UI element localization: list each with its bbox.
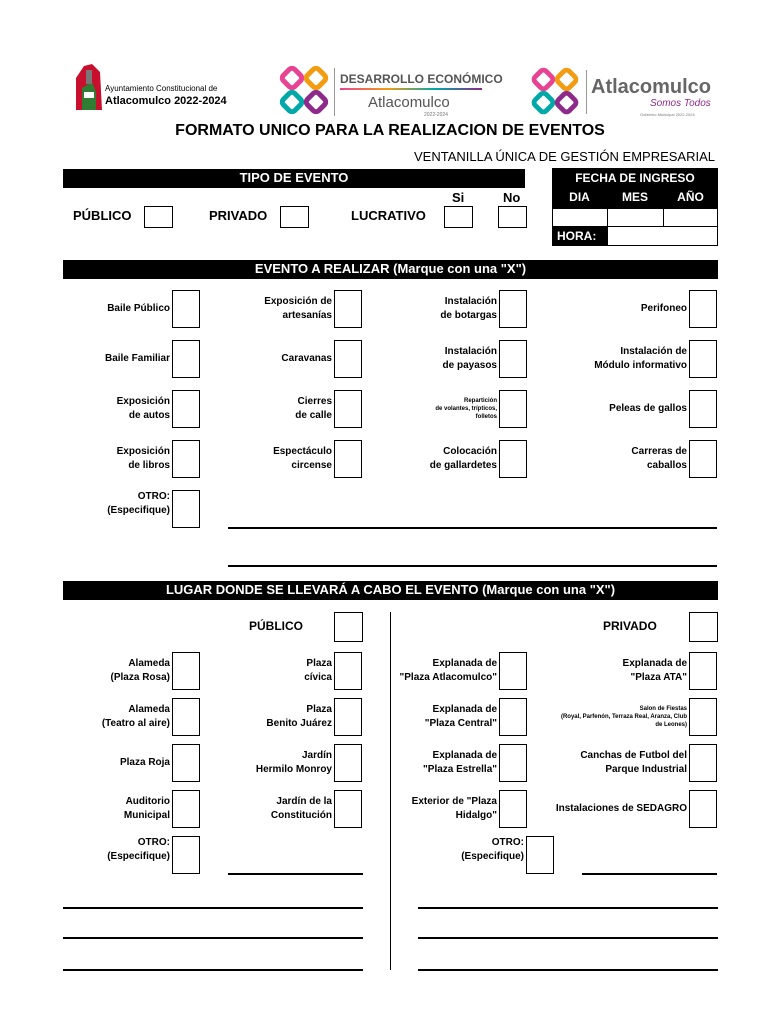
evento-item-label-2: Exposición de artesanías	[264, 296, 332, 321]
privado-checkbox[interactable]	[280, 206, 309, 228]
lugar-otro-privado-label: OTRO: (Especifique)	[461, 837, 524, 862]
logo3-line2: Somos Todos	[650, 98, 711, 109]
lugar-privado-item-checkbox-4[interactable]	[689, 698, 717, 736]
lugar-publico-item-label-5: Plaza Roja	[119, 757, 170, 768]
lugar-publico-item-label-8: Jardín de la Constitución	[270, 796, 332, 821]
lugar-extra-line-left-2[interactable]	[63, 937, 363, 939]
dia-label: DIA	[569, 190, 590, 204]
evento-item-checkbox-5[interactable]	[172, 340, 200, 378]
lugar-publico-item-checkbox-6[interactable]	[334, 744, 362, 782]
logo2-line3: 2022-2024	[424, 112, 448, 118]
lugar-privado-item-label-7: Exterior de "Plaza Hidalgo"	[411, 796, 497, 821]
lugar-publico-item-checkbox-7[interactable]	[172, 790, 200, 828]
lugar-privado-item-checkbox-6[interactable]	[689, 744, 717, 782]
mes-field[interactable]	[607, 208, 664, 227]
lucrativo-no-checkbox[interactable]	[498, 206, 527, 228]
logo1-line1: Ayuntamiento Constitucional de	[105, 84, 218, 93]
lugar-publico-item-checkbox-4[interactable]	[334, 698, 362, 736]
lugar-privado-item-label-6: Canchas de Futbol del Parque Industrial	[580, 750, 687, 775]
anio-label: AÑO	[677, 190, 704, 204]
logo3-line1: Atlacomulco	[591, 76, 712, 98]
evento-item-label-11: Repartición de volantes, trípticos, folletos	[435, 398, 497, 420]
shield-icon	[72, 62, 106, 112]
page-title: FORMATO UNICO PARA LA REALIZACION DE EVENTOS	[175, 122, 605, 139]
anio-field[interactable]	[663, 208, 718, 227]
evento-item-label-6: Caravanas	[281, 353, 332, 364]
evento-item-checkbox-1[interactable]	[172, 290, 200, 328]
lugar-privado-item-label-5: Explanada de "Plaza Estrella"	[423, 750, 497, 775]
evento-item-label-16: Carreras de caballos	[631, 446, 687, 471]
evento-item-label-12: Peleas de gallos	[609, 403, 687, 414]
evento-heading: EVENTO A REALIZAR (Marque con una "X")	[63, 260, 718, 279]
atlacomulco-logo	[528, 64, 718, 120]
evento-item-label-1: Baile Público	[107, 303, 170, 314]
lugar-publico-checkbox[interactable]	[334, 612, 363, 642]
lugar-extra-line-right-1[interactable]	[418, 907, 718, 909]
evento-item-label-13: Exposición de libros	[116, 446, 170, 471]
knot-emblem-icon	[276, 62, 332, 118]
evento-otro-label: OTRO: (Especifique)	[107, 491, 170, 516]
dia-field[interactable]	[552, 208, 608, 227]
evento-item-label-3: Instalación de botargas	[440, 296, 497, 321]
evento-item-checkbox-3[interactable]	[499, 290, 527, 328]
lugar-heading: LUGAR DONDE SE LLEVARÁ A CABO EL EVENTO (Marque con una "X")	[63, 581, 718, 600]
evento-item-checkbox-15[interactable]	[499, 440, 527, 478]
evento-otro-line-2[interactable]	[228, 565, 717, 567]
lucrativo-label: LUCRATIVO	[351, 208, 426, 223]
logo2-line1: DESARROLLO ECONÓMICO	[340, 72, 503, 86]
lugar-publico-item-label-3: Alameda (Teatro al aire)	[101, 704, 170, 729]
logo3-line3: Gobierno Municipal 2022-2024	[640, 112, 695, 117]
logo1-line2: Atlacomulco 2022-2024	[105, 95, 227, 107]
lugar-privado-item-label-8: Instalaciones de SEDAGRO	[555, 803, 687, 814]
evento-otro-line-1[interactable]	[228, 527, 717, 529]
privado-label: PRIVADO	[209, 208, 268, 223]
lugar-publico-item-checkbox-5[interactable]	[172, 744, 200, 782]
evento-item-checkbox-9[interactable]	[172, 390, 200, 428]
publico-label: PÚBLICO	[73, 208, 132, 223]
lugar-privado-item-label-2: Explanada de "Plaza ATA"	[622, 658, 687, 683]
knot-emblem-icon	[528, 64, 582, 118]
lugar-privado-item-label-1: Explanada de "Plaza Atlacomulco"	[399, 658, 497, 683]
logo2-line2: Atlacomulco	[368, 94, 450, 111]
lugar-privado-item-checkbox-2[interactable]	[689, 652, 717, 690]
lugar-extra-line-left-3[interactable]	[63, 969, 363, 971]
fecha-heading: FECHA DE INGRESO	[575, 171, 695, 185]
evento-item-checkbox-6[interactable]	[334, 340, 362, 378]
mes-label: MES	[621, 190, 648, 204]
evento-item-label-8: Instalación de Módulo informativo	[594, 346, 687, 371]
evento-item-checkbox-13[interactable]	[172, 440, 200, 478]
lugar-privado-checkbox[interactable]	[689, 612, 718, 642]
hora-field[interactable]	[607, 226, 718, 246]
lugar-privado-heading: PRIVADO	[603, 619, 657, 633]
evento-item-checkbox-12[interactable]	[689, 390, 717, 428]
evento-item-checkbox-8[interactable]	[689, 340, 717, 378]
desarrollo-economico-logo	[276, 62, 503, 120]
evento-item-label-5: Baile Familiar	[104, 353, 170, 364]
lugar-otro-privado-checkbox[interactable]	[526, 836, 554, 874]
fecha-table	[552, 168, 718, 246]
evento-item-label-9: Exposición de autos	[116, 396, 170, 421]
lugar-privado-item-label-4: Salon de Fiestas (Royal, Parfenón, Terraza Real, Aranza, Club de Leones)	[560, 706, 687, 728]
no-label: No	[503, 190, 521, 205]
page-subtitle: VENTANILLA ÚNICA DE GESTIÓN EMPRESARIAL	[413, 149, 715, 164]
lugar-publico-item-label-1: Alameda (Plaza Rosa)	[110, 658, 170, 683]
lugar-publico-item-checkbox-8[interactable]	[334, 790, 362, 828]
lugar-privado-item-checkbox-8[interactable]	[689, 790, 717, 828]
evento-item-label-4: Perifoneo	[640, 303, 687, 314]
lugar-publico-heading: PÚBLICO	[249, 619, 303, 633]
evento-item-label-15: Colocación de gallardetes	[429, 446, 497, 471]
evento-item-checkbox-4[interactable]	[689, 290, 717, 328]
lucrativo-si-checkbox[interactable]	[444, 206, 473, 228]
lugar-publico-item-label-6: Jardín Hermilo Monroy	[255, 750, 332, 775]
lugar-otro-publico-label: OTRO: (Especifique)	[107, 837, 170, 862]
lugar-extra-line-right-3[interactable]	[418, 969, 718, 971]
lugar-otro-publico-line[interactable]	[228, 873, 363, 875]
evento-item-checkbox-16[interactable]	[689, 440, 717, 478]
lugar-otro-privado-line[interactable]	[582, 873, 717, 875]
lugar-privado-item-label-3: Explanada de "Plaza Central"	[424, 704, 497, 729]
evento-item-checkbox-11[interactable]	[499, 390, 527, 428]
lugar-publico-item-checkbox-3[interactable]	[172, 698, 200, 736]
lugar-extra-line-left-1[interactable]	[63, 907, 363, 909]
lugar-publico-item-checkbox-2[interactable]	[334, 652, 362, 690]
hora-label: HORA:	[557, 229, 597, 243]
lugar-publico-item-checkbox-1[interactable]	[172, 652, 200, 690]
evento-item-checkbox-14[interactable]	[334, 440, 362, 478]
evento-item-label-14: Espectáculo circense	[273, 446, 332, 471]
evento-item-checkbox-2[interactable]	[334, 290, 362, 328]
evento-item-checkbox-7[interactable]	[499, 340, 527, 378]
lugar-publico-item-label-2: Plaza cívica	[304, 658, 332, 683]
evento-otro-checkbox[interactable]	[172, 490, 200, 528]
lugar-otro-publico-checkbox[interactable]	[172, 836, 200, 874]
publico-checkbox[interactable]	[144, 206, 173, 228]
si-label: Si	[452, 190, 465, 205]
evento-item-checkbox-10[interactable]	[334, 390, 362, 428]
lugar-publico-item-label-7: Auditorio Municipal	[123, 796, 170, 821]
lugar-extra-line-right-2[interactable]	[418, 937, 718, 939]
ayuntamiento-logo	[72, 62, 232, 114]
tipo-evento-heading: TIPO DE EVENTO	[63, 169, 525, 188]
lugar-publico-item-label-4: Plaza Benito Juárez	[266, 704, 332, 729]
evento-item-label-10: Cierres de calle	[295, 396, 332, 421]
evento-item-label-7: Instalación de payasos	[442, 346, 497, 371]
